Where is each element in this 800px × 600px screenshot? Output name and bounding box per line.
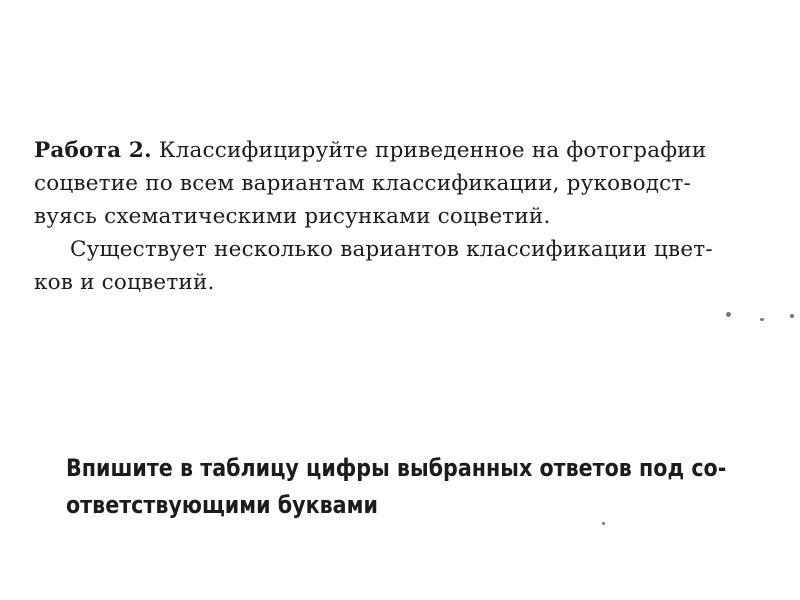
instruction-text: [66, 450, 727, 524]
scan-speck: [760, 318, 764, 321]
task-line-1-text: Классифицируйте приведенное на фотографии: [158, 138, 707, 163]
instruction-line-1: Впишите в таблицу цифры выбранных ответов под со-: [66, 454, 727, 482]
scan-speck: [726, 312, 731, 317]
task-title: Работа 2.: [34, 138, 152, 163]
instruction-line-2: ответствующими буквами: [66, 491, 378, 519]
scan-speck: [790, 314, 794, 318]
task-line-1: [34, 134, 794, 167]
task-line-4: Существует несколько вариантов классификации цвет-: [70, 237, 713, 262]
task-text: [34, 134, 794, 299]
task-line-3: вуясь схематическими рисунками соцветий.: [34, 204, 551, 229]
task-line-5: ков и соцветий.: [34, 270, 215, 295]
task-line-2: соцветие по всем вариантам классификации, руководст-: [34, 171, 691, 196]
